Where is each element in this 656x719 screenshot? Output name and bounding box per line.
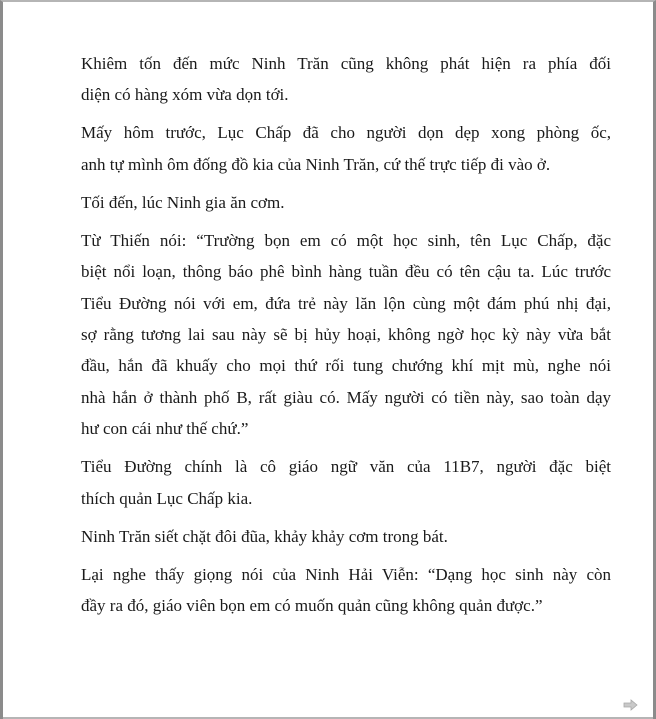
paragraph-line: anh tự mình ôm đống đồ kia của Ninh Trăn, cứ thế trực tiếp đi vào ở. xyxy=(81,154,551,174)
paragraph-line: Lại nghe thấy giọng nói của Ninh Hải Viễn: “Dạng học sinh này còn xyxy=(81,564,611,584)
paragraph-line: hư con cái như thế chứ.” xyxy=(81,419,249,439)
paragraph-line: đầu, hắn đã khuấy cho mọi thứ rối tung chướng khí mịt mù, nghe nói xyxy=(81,356,611,376)
paragraph-line: Mấy hôm trước, Lục Chấp đã cho người dọn dẹp xong phòng ốc, xyxy=(81,123,611,143)
paragraph xyxy=(81,187,611,218)
paragraph-line: diện có hàng xóm vừa dọn tới. xyxy=(81,85,289,105)
paragraph-line: đầy ra đó, giáo viên bọn em có muốn quản cũng không quản được.” xyxy=(81,596,543,616)
paragraph-line: biệt nổi loạn, thông báo phê bình hàng tuần đều có tên cậu ta. Lúc trước xyxy=(81,262,611,282)
page-continue-arrow-icon xyxy=(623,699,639,711)
paragraph-line: Từ Thiến nói: “Trường bọn em có một học sinh, tên Lục Chấp, đặc xyxy=(81,230,611,250)
paragraph-line: Khiêm tốn đến mức Ninh Trăn cũng không phát hiện ra phía đối xyxy=(81,54,611,73)
paragraph xyxy=(81,521,611,552)
document-body xyxy=(81,48,611,628)
paragraph-line: Tiểu Đường nói với em, đứa trẻ này lăn lộn cùng một đám phú nhị đại, xyxy=(81,293,611,313)
paragraph-line: Tối đến, lúc Ninh gia ăn cơm. xyxy=(81,192,285,212)
paragraph xyxy=(81,117,611,180)
paragraph xyxy=(81,451,611,514)
paragraph-line: sợ rằng tương lai sau này sẽ bị hủy hoại, không ngờ học kỳ này vừa bắt xyxy=(81,325,611,345)
paragraph-line: thích quản Lục Chấp kia. xyxy=(81,488,253,508)
paragraph xyxy=(81,48,611,111)
paragraph-line: Ninh Trăn siết chặt đôi đũa, khảy khảy cơm trong bát. xyxy=(81,526,448,546)
paragraph-line: Tiểu Đường chính là cô giáo ngữ văn của 11B7, người đặc biệt xyxy=(81,457,611,477)
paragraph-line: nhà hắn ở thành phố B, rất giàu có. Mấy người có tiền này, sao toàn dạy xyxy=(81,387,611,407)
paragraph xyxy=(81,225,611,445)
paragraph xyxy=(81,559,611,622)
